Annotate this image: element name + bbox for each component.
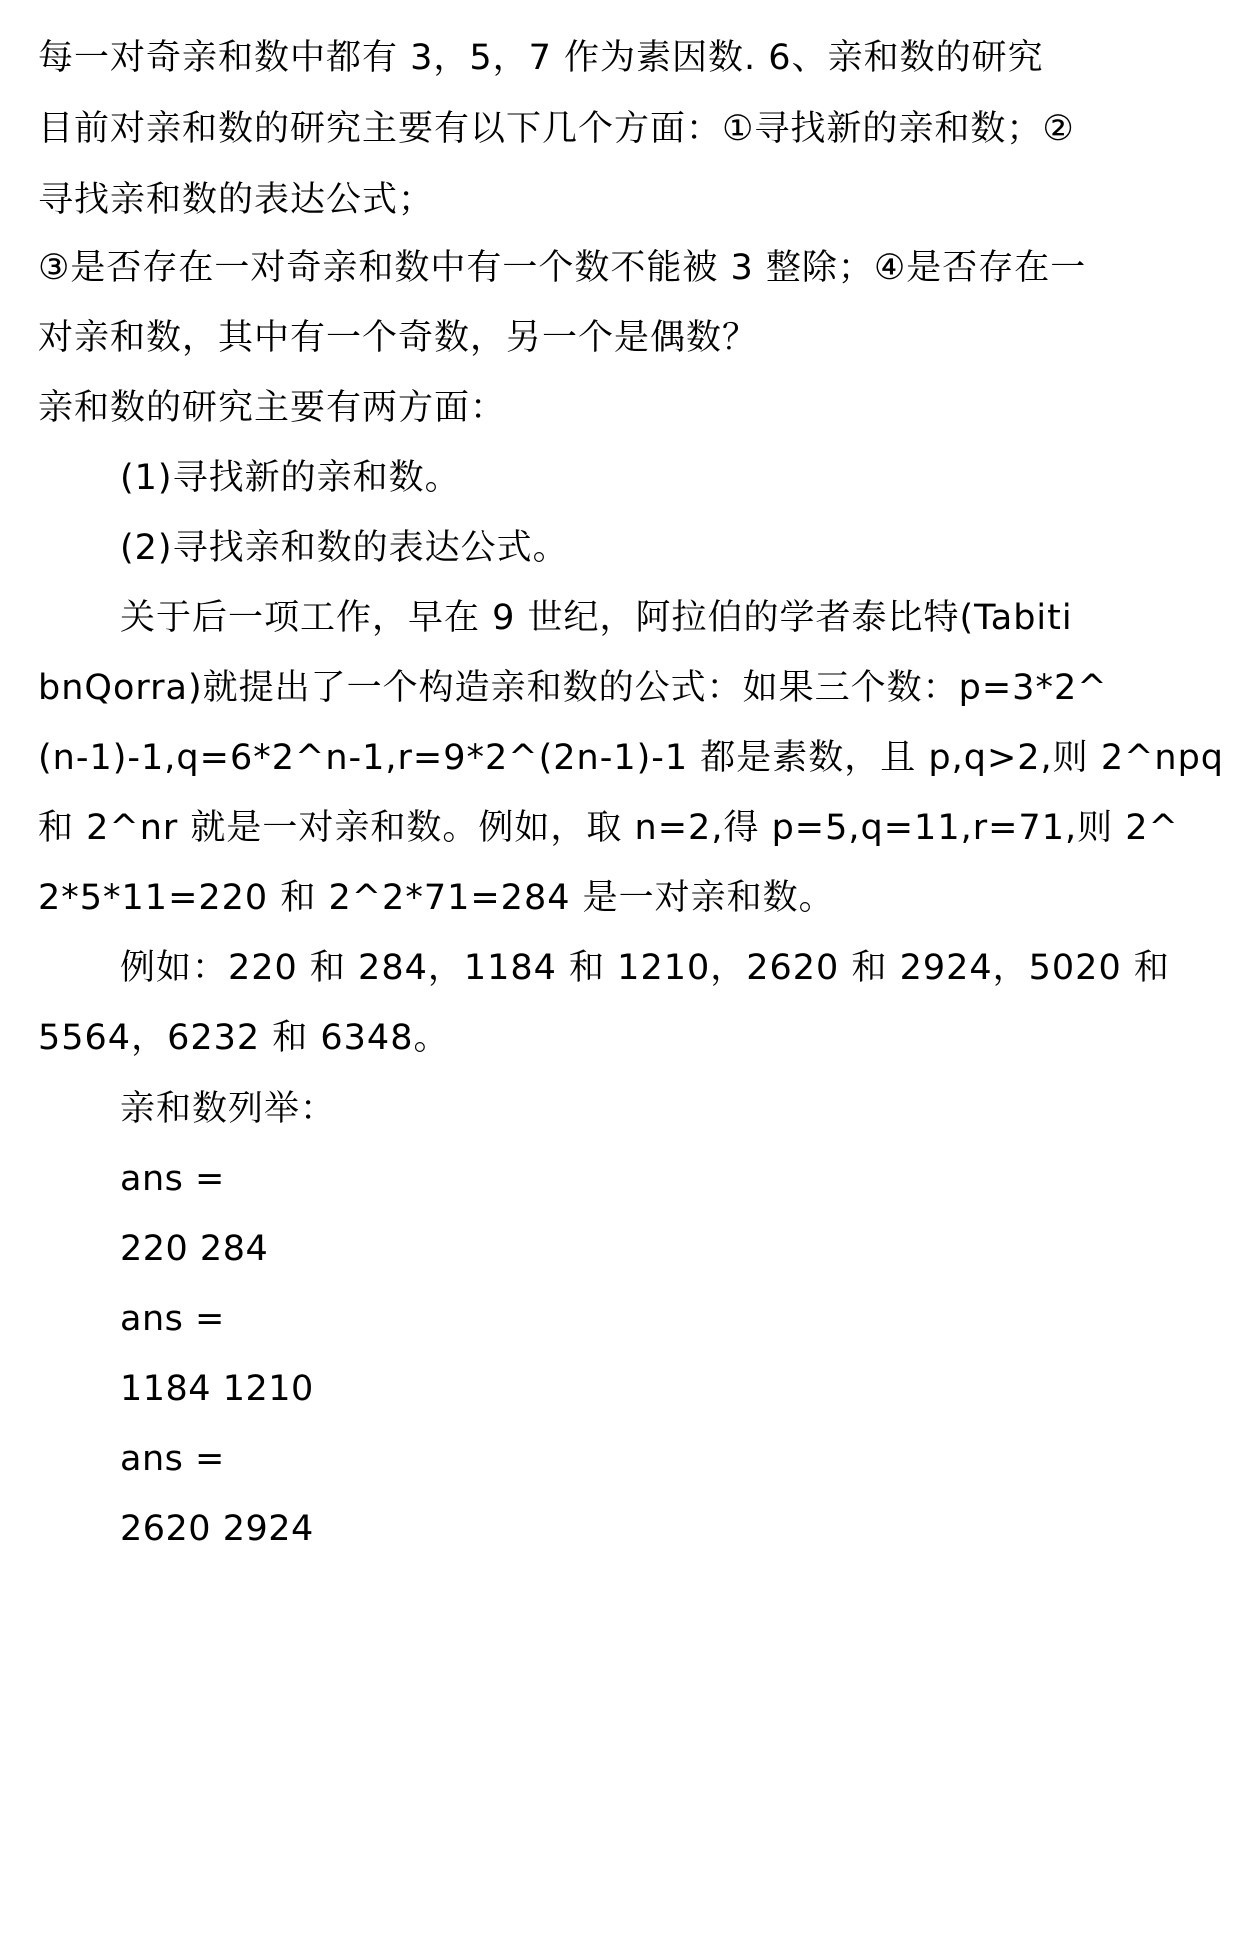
code-output-label: ans = — [120, 1159, 225, 1199]
section-heading: 亲和数的研究主要有两方面： — [38, 388, 507, 428]
code-output-label: ans = — [120, 1299, 225, 1339]
paragraph-line-2: 目前对亲和数的研究主要有以下几个方面：①寻找新的亲和数；② — [38, 109, 1075, 149]
paragraph-line-5: 对亲和数，其中有一个奇数，另一个是偶数？ — [38, 318, 759, 358]
paragraph-line-12: 和 2^nr 就是一对亲和数。例如，取 n=2,得 p=5,q=11,r=71,则 2^ — [38, 808, 1179, 848]
code-output-values: 220 284 — [120, 1229, 269, 1269]
list-heading: 亲和数列举： — [120, 1089, 337, 1129]
code-output-label: ans = — [120, 1439, 225, 1479]
paragraph-line-15: 5564，6232 和 6348。 — [38, 1018, 450, 1058]
paragraph-line-13: 2*5*11=220 和 2^2*71=284 是一对亲和数。 — [38, 878, 835, 918]
paragraph-line-9: 关于后一项工作，早在 9 世纪，阿拉伯的学者泰比特(Tabiti — [120, 598, 1073, 638]
paragraph-line-10: bnQorra)就提出了一个构造亲和数的公式：如果三个数：p=3*2^ — [38, 668, 1108, 708]
code-output-values: 1184 1210 — [120, 1369, 314, 1409]
paragraph-line-3: 寻找亲和数的表达公式； — [38, 180, 435, 220]
list-item-2: (2)寻找亲和数的表达公式。 — [120, 528, 569, 568]
paragraph-line-4: ③是否存在一对奇亲和数中有一个数不能被 3 整除；④是否存在一 — [38, 248, 1087, 288]
paragraph-line-14: 例如：220 和 284，1184 和 1210，2620 和 2924，5020 和 — [120, 948, 1170, 988]
code-output-values: 2620 2924 — [120, 1509, 314, 1549]
paragraph-line-11: (n-1)-1,q=6*2^n-1,r=9*2^(2n-1)-1 都是素数，且 p,q>2,则 2^npq — [38, 738, 1225, 778]
paragraph-line-1: 每一对奇亲和数中都有 3，5，7 作为素因数. 6、亲和数的研究 — [38, 38, 1044, 78]
list-item-1: (1)寻找新的亲和数。 — [120, 458, 461, 498]
